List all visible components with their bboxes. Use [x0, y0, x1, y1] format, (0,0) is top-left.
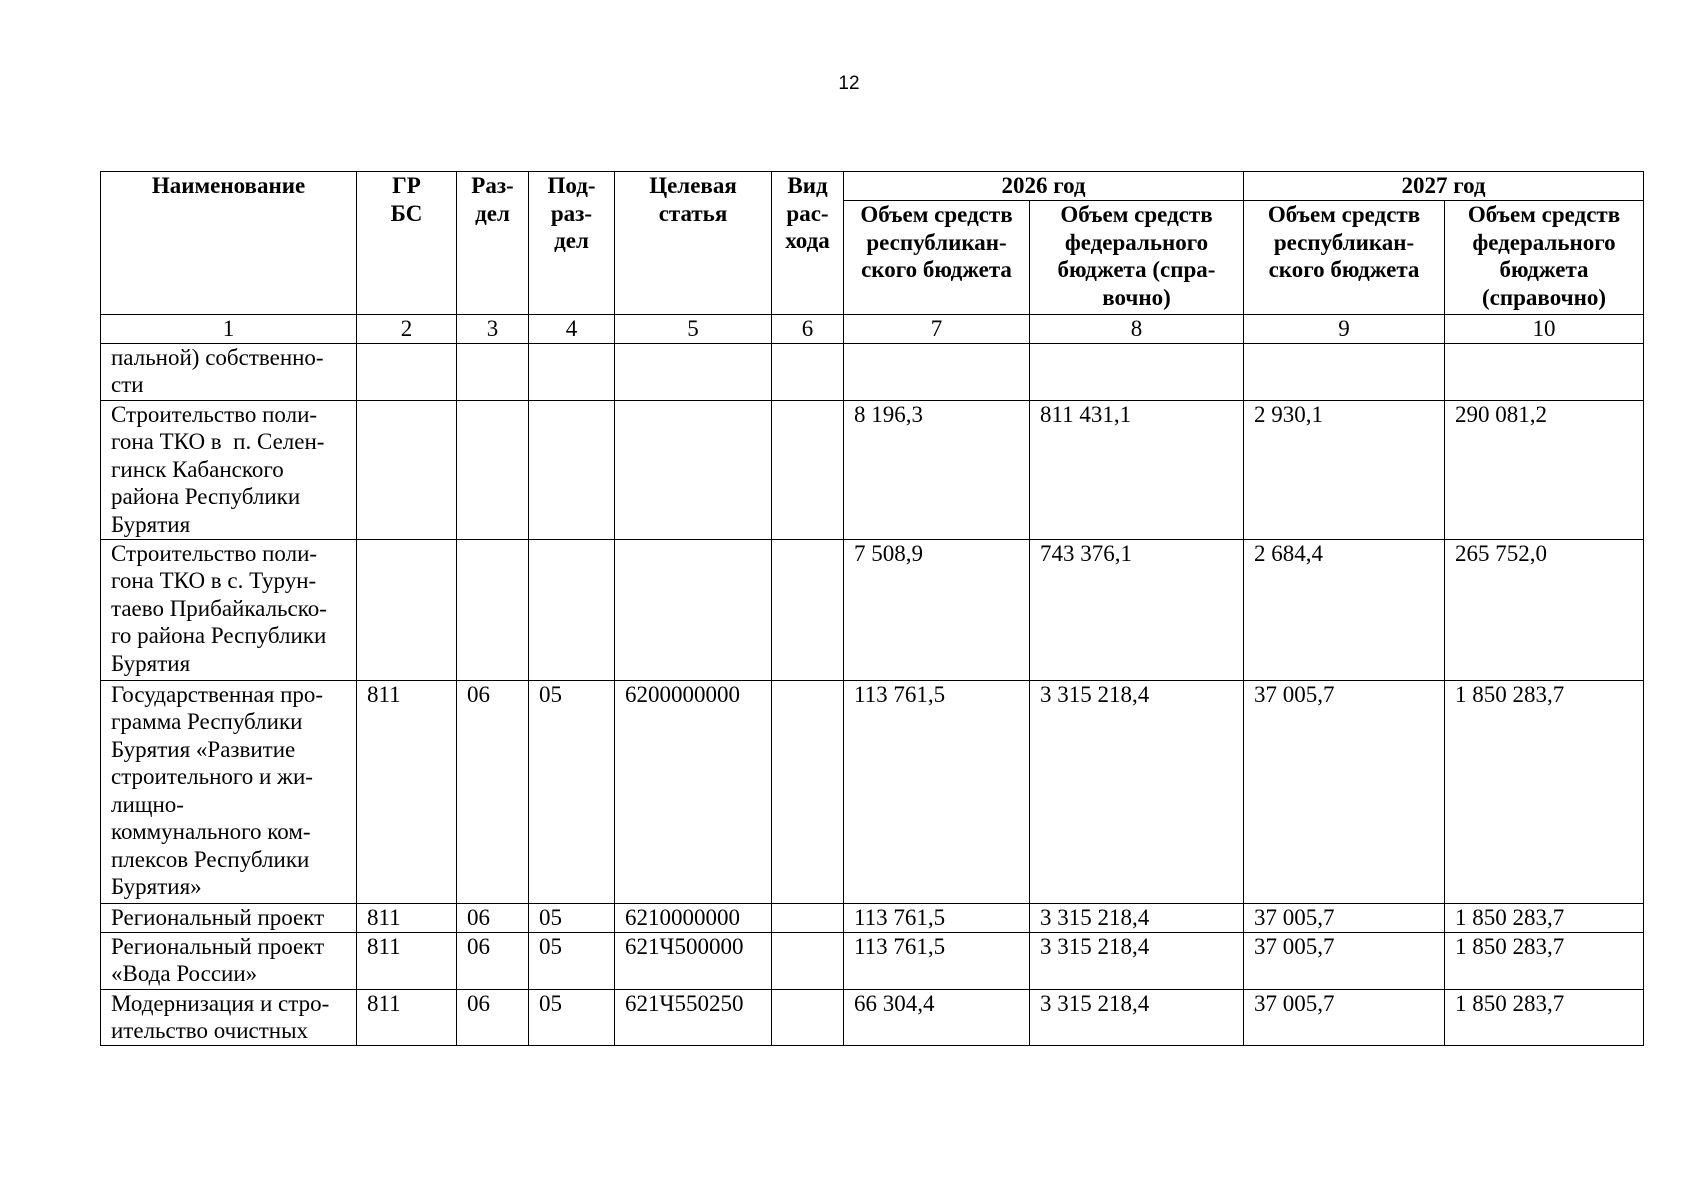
- cell-target-article: 6210000000: [615, 903, 772, 932]
- cell-2026-republic: [844, 343, 1030, 400]
- table-row: [101, 539, 1644, 680]
- cell-podrazdel: 05: [529, 932, 615, 989]
- column-number: 9: [1244, 315, 1445, 344]
- cell-razdel: 06: [457, 932, 529, 989]
- header-target-article: Целевая статья: [615, 172, 772, 315]
- cell-grbs: 811: [357, 989, 457, 1045]
- cell-2027-federal: 265 752,0: [1445, 539, 1644, 680]
- cell-2026-republic: 66 304,4: [844, 989, 1030, 1045]
- cell-podrazdel: 05: [529, 989, 615, 1045]
- cell-razdel: [457, 343, 529, 400]
- header-2027-federal: Объем средств федерального бюджета (справочно): [1445, 201, 1644, 315]
- cell-expense-type: [772, 539, 844, 680]
- column-number: 3: [457, 315, 529, 344]
- cell-2026-federal: 811 431,1: [1030, 400, 1244, 539]
- cell-expense-type: [772, 680, 844, 903]
- cell-2027-republic: [1244, 343, 1445, 400]
- cell-name: Региональный проект «Вода России»: [101, 932, 357, 989]
- cell-2027-republic: 2 684,4: [1244, 539, 1445, 680]
- header-year-2026: 2026 год: [844, 172, 1244, 201]
- cell-2027-federal: 1 850 283,7: [1445, 680, 1644, 903]
- cell-target-article: [615, 400, 772, 539]
- table-header: [101, 172, 1644, 315]
- header-year-2027: 2027 год: [1244, 172, 1644, 201]
- cell-2026-republic: 113 761,5: [844, 903, 1030, 932]
- table-row: [101, 680, 1644, 903]
- cell-2026-federal: 3 315 218,4: [1030, 903, 1244, 932]
- table-row: [101, 932, 1644, 989]
- cell-expense-type: [772, 989, 844, 1045]
- cell-name: Строительство поли- гона ТКО в с. Турун- таево Прибайкальско- го района Республики Бурятия: [101, 539, 357, 680]
- table-row: [101, 989, 1644, 1045]
- cell-podrazdel: [529, 539, 615, 680]
- cell-expense-type: [772, 932, 844, 989]
- column-number: 10: [1445, 315, 1644, 344]
- header-podrazdel: Под- раз- дел: [529, 172, 615, 315]
- cell-2027-republic: 37 005,7: [1244, 903, 1445, 932]
- cell-target-article: [615, 539, 772, 680]
- cell-2027-federal: 1 850 283,7: [1445, 932, 1644, 989]
- cell-2026-republic: 8 196,3: [844, 400, 1030, 539]
- cell-target-article: [615, 343, 772, 400]
- cell-2026-federal: 3 315 218,4: [1030, 680, 1244, 903]
- column-numbers-row: [101, 315, 1644, 344]
- cell-razdel: [457, 539, 529, 680]
- cell-2027-federal: 1 850 283,7: [1445, 989, 1644, 1045]
- cell-name: Региональный проект: [101, 903, 357, 932]
- column-number: 6: [772, 315, 844, 344]
- cell-2027-republic: 37 005,7: [1244, 932, 1445, 989]
- cell-target-article: 621Ч500000: [615, 932, 772, 989]
- cell-grbs: 811: [357, 903, 457, 932]
- cell-grbs: 811: [357, 932, 457, 989]
- cell-2027-federal: 1 850 283,7: [1445, 903, 1644, 932]
- cell-2026-republic: 7 508,9: [844, 539, 1030, 680]
- cell-razdel: 06: [457, 989, 529, 1045]
- cell-2027-republic: 2 930,1: [1244, 400, 1445, 539]
- cell-expense-type: [772, 903, 844, 932]
- column-number: 2: [357, 315, 457, 344]
- header-2026-federal: Объем средств федерального бюджета (спра- вочно): [1030, 201, 1244, 315]
- cell-2027-republic: 37 005,7: [1244, 989, 1445, 1045]
- budget-table: [100, 171, 1644, 1046]
- header-name: Наименование: [101, 172, 357, 315]
- cell-grbs: [357, 539, 457, 680]
- cell-2026-federal: [1030, 343, 1244, 400]
- cell-2027-federal: 290 081,2: [1445, 400, 1644, 539]
- cell-razdel: [457, 400, 529, 539]
- header-grbs: ГР БС: [357, 172, 457, 315]
- cell-podrazdel: [529, 400, 615, 539]
- header-2027-republic: Объем средств республикан- ского бюджета: [1244, 201, 1445, 315]
- cell-target-article: 6200000000: [615, 680, 772, 903]
- cell-2026-republic: 113 761,5: [844, 932, 1030, 989]
- table-row: [101, 903, 1644, 932]
- column-number: 5: [615, 315, 772, 344]
- table-row: [101, 343, 1644, 400]
- cell-2026-federal: 743 376,1: [1030, 539, 1244, 680]
- cell-grbs: [357, 400, 457, 539]
- cell-2027-republic: 37 005,7: [1244, 680, 1445, 903]
- cell-podrazdel: [529, 343, 615, 400]
- column-number: 8: [1030, 315, 1244, 344]
- cell-grbs: 811: [357, 680, 457, 903]
- cell-grbs: [357, 343, 457, 400]
- cell-2027-federal: [1445, 343, 1644, 400]
- cell-podrazdel: 05: [529, 903, 615, 932]
- column-number: 1: [101, 315, 357, 344]
- cell-razdel: 06: [457, 903, 529, 932]
- cell-expense-type: [772, 343, 844, 400]
- cell-name: Строительство поли- гона ТКО в п. Селен- гинск Кабанского района Республики Бурятия: [101, 400, 357, 539]
- cell-2026-republic: 113 761,5: [844, 680, 1030, 903]
- header-razdel: Раз- дел: [457, 172, 529, 315]
- cell-expense-type: [772, 400, 844, 539]
- cell-podrazdel: 05: [529, 680, 615, 903]
- cell-name: Государственная про- грамма Республики Бурятия «Развитие строительного и жи- лищно- коммунального ком- плексов Республики Бурятия»: [101, 680, 357, 903]
- column-number: 4: [529, 315, 615, 344]
- cell-2026-federal: 3 315 218,4: [1030, 989, 1244, 1045]
- cell-2026-federal: 3 315 218,4: [1030, 932, 1244, 989]
- cell-razdel: 06: [457, 680, 529, 903]
- column-number: 7: [844, 315, 1030, 344]
- cell-target-article: 621Ч550250: [615, 989, 772, 1045]
- header-2026-republic: Объем средств республикан- ского бюджета: [844, 201, 1030, 315]
- cell-name: пальной) собственно- сти: [101, 343, 357, 400]
- table-row: [101, 400, 1644, 539]
- cell-name: Модернизация и стро- ительство очистных: [101, 989, 357, 1045]
- header-expense-type: Вид рас- хода: [772, 172, 844, 315]
- page-number: 12: [838, 73, 860, 94]
